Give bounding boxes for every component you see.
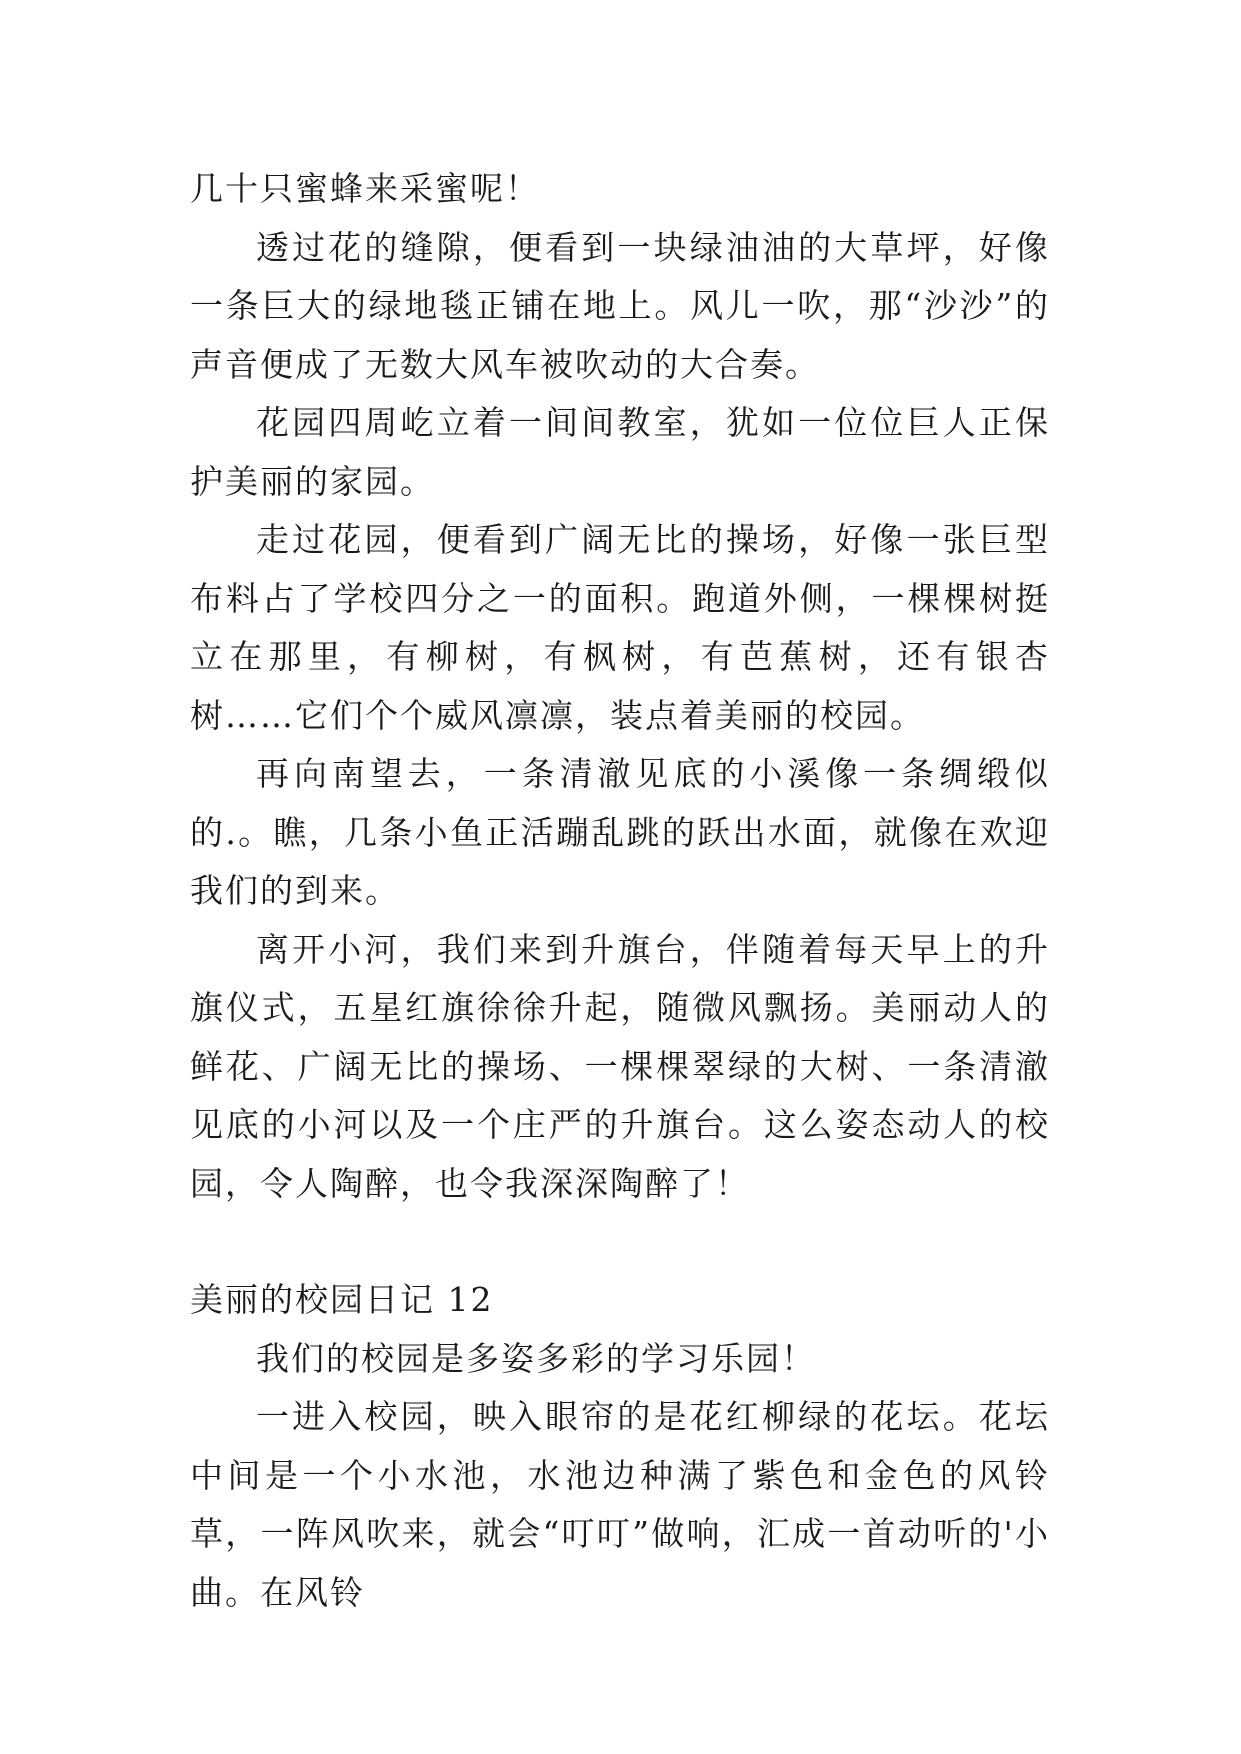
paragraph-intro: 我们的校园是多姿多彩的学习乐园！ — [256, 1338, 816, 1378]
section-title: 美丽的校园日记 12 — [190, 1280, 494, 1319]
document-body — [190, 160, 1050, 1622]
paragraph-playground: 走过花园，便看到广阔无比的操场，好像一张巨型布料占了学校四分之一的面积。跑道外侧，一棵棵树挺立在那里，有柳树，有枫树，有芭蕉树，还有银杏树……它们个个威风凛凛，装点着美丽的校园。 — [190, 520, 1050, 735]
paragraph-flag-platform: 离开小河，我们来到升旗台，伴随着每天早上的升旗仪式，五星红旗徐徐升起，随微风飘扬。美丽动人的鲜花、广阔无比的操场、一棵棵翠绿的大树、一条清澈见底的小河以及一个庄严的升旗台。这么姿态动人的校园，令人陶醉，也令我深深陶醉了！ — [190, 929, 1050, 1203]
paragraph-continuation: 几十只蜜蜂来采蜜呢！ — [190, 169, 540, 208]
paragraph-stream: 再向南望去，一条清澈见底的小溪像一条绸缎似的.。瞧，几条小鱼正活蹦乱跳的跃出水面，就像在欢迎我们的到来。 — [190, 754, 1050, 910]
paragraph-classrooms: 花园四周屹立着一间间教室，犹如一位位巨人正保护美丽的家园。 — [190, 403, 1050, 501]
paragraph-lawn: 透过花的缝隙，便看到一块绿油油的大草坪，好像一条巨大的绿地毯正铺在地上。风儿一吹，那“沙沙”的声音便成了无数大风车被吹动的大合奏。 — [190, 227, 1050, 384]
paragraph-flowerbed: 一进入校园，映入眼帘的是花红柳绿的花坛。花坛中间是一个小水池，水池边种满了紫色和金色的风铃草，一阵风吹来，就会“叮叮”做响，汇成一首动听的'小曲。在风铃 — [190, 1397, 1050, 1612]
